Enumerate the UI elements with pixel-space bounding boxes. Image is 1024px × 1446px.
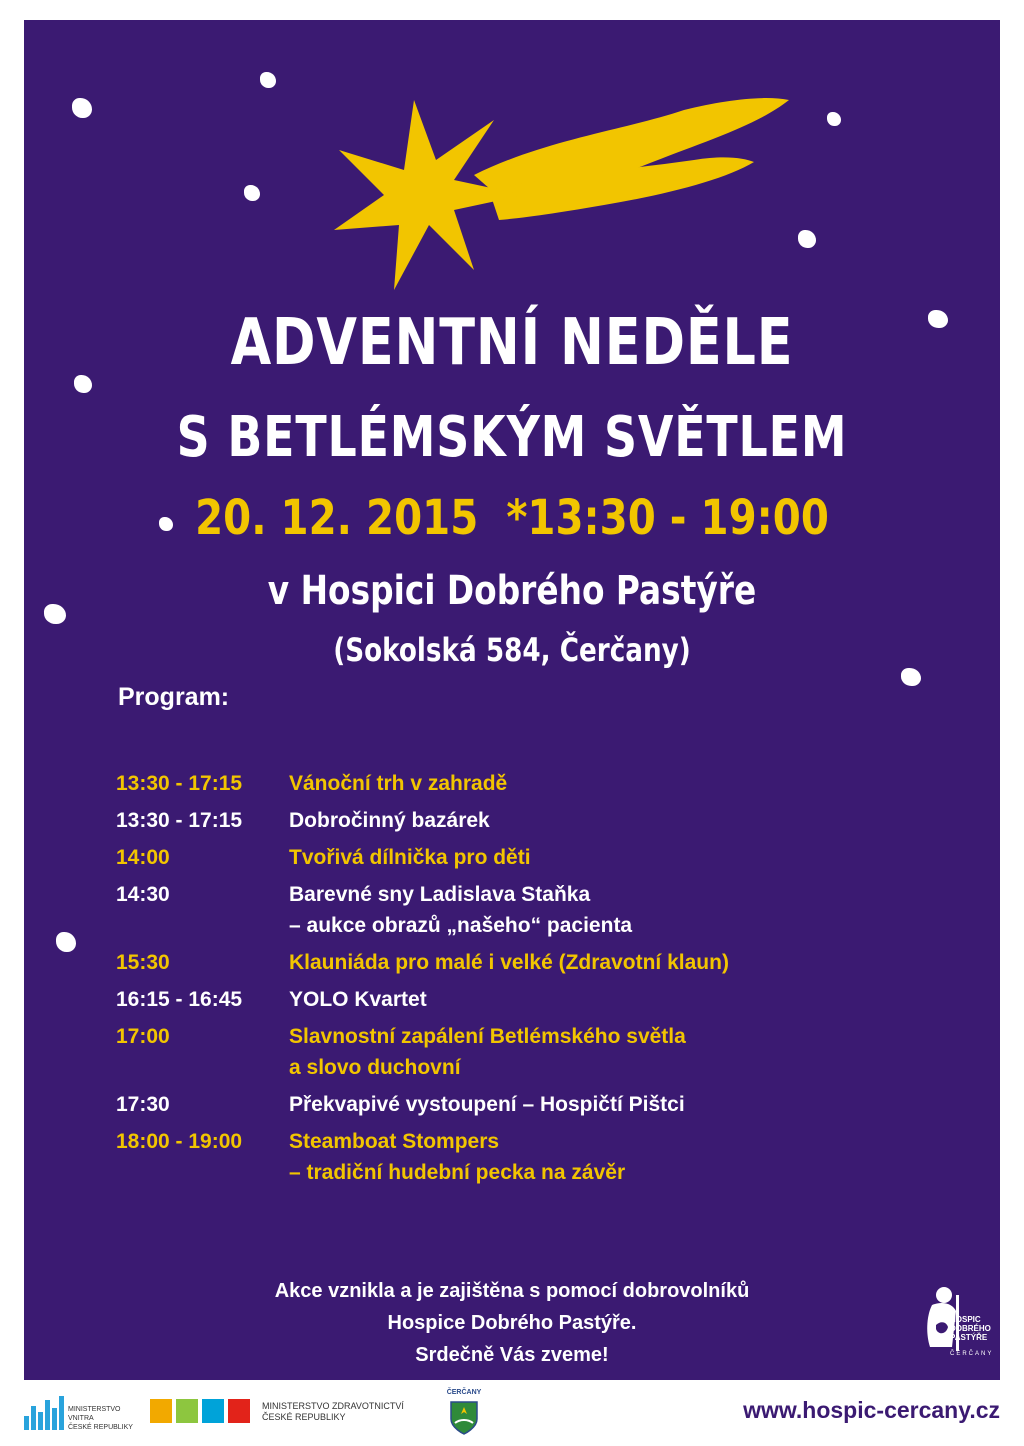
schedule-row <box>116 1126 916 1188</box>
schedule-row <box>116 842 916 873</box>
town-crest-logo <box>444 1389 484 1439</box>
schedule-row <box>116 947 916 978</box>
schedule-row <box>116 1021 916 1083</box>
logo-text-line: HOSPIC <box>950 1315 981 1324</box>
schedule-row <box>116 768 916 799</box>
schedule-line: Klauniáda pro malé i velké (Zdravotní klaun) <box>289 951 729 974</box>
program-schedule <box>116 768 916 1194</box>
footer-line: Akce vznikla a je zajištěna s pomocí dobrovolníků <box>274 1280 750 1302</box>
venue-address: (Sokolská 584, Čerčany) <box>333 631 691 669</box>
coat-of-arms-icon <box>450 1401 478 1435</box>
snowflake-icon <box>74 375 92 393</box>
schedule-line: Dobročinný bazárek <box>289 809 490 832</box>
schedule-line: a slovo duchovní <box>289 1056 461 1079</box>
footer-line: Hospice Dobrého Pastýře. <box>387 1312 637 1334</box>
schedule-time: 16:15 - 16:45 <box>116 988 243 1011</box>
snowflake-icon <box>44 604 66 624</box>
schedule-description <box>289 947 916 978</box>
schedule-line: Překvapivé vystoupení – Hospičtí Pištci <box>289 1093 685 1116</box>
schedule-time: 18:00 - 19:00 <box>116 1130 243 1153</box>
schedule-line: – aukce obrazů „našeho“ pacienta <box>289 914 633 937</box>
ministry-interior-text: MINISTERSTVO VNITRA ČESKÉ REPUBLIKY <box>68 1406 133 1431</box>
footer-line: Srdečně Vás zveme! <box>415 1344 609 1366</box>
schedule-line: Tvořivá dílnička pro děti <box>289 846 531 869</box>
snowflake-icon <box>72 98 92 118</box>
schedule-description <box>289 879 916 941</box>
snowflake-icon <box>244 185 260 201</box>
logo-text-line: PASTÝŘE <box>950 1333 988 1342</box>
shooting-star-icon <box>324 80 794 320</box>
event-date-time: 20. 12. 2015 *13:30 - 19:00 <box>195 490 829 546</box>
schedule-time: 13:30 - 17:15 <box>116 772 243 795</box>
schedule-description <box>289 768 916 799</box>
snowflake-icon <box>260 72 276 88</box>
sponsor-bar <box>0 1385 1024 1446</box>
schedule-line: YOLO Kvartet <box>289 988 427 1011</box>
title-line-2: S BETLÉMSKÝM SVĚTLEM <box>176 405 848 470</box>
snowflake-icon <box>901 668 921 686</box>
schedule-time: 15:30 <box>116 951 170 974</box>
schedule-row <box>116 984 916 1015</box>
ministry-health-icon <box>150 1397 252 1427</box>
town-name: ČERČANY <box>446 1389 482 1396</box>
schedule-description <box>289 1021 916 1083</box>
schedule-time: 17:00 <box>116 1025 170 1048</box>
schedule-description <box>289 805 916 836</box>
poster <box>24 20 1000 1380</box>
hospic-logo-text <box>950 1315 991 1342</box>
title-line-1: ADVENTNÍ NEDĚLE <box>230 306 794 380</box>
schedule-line: Vánoční trh v zahradě <box>289 772 508 795</box>
snowflake-icon <box>827 112 841 126</box>
schedule-description <box>289 842 916 873</box>
schedule-line: Steamboat Stompers <box>289 1130 500 1153</box>
schedule-line: Slavnostní zapálení Betlémského světla <box>289 1025 686 1048</box>
ministry-health-logo <box>150 1397 430 1427</box>
ministry-interior-icon <box>24 1396 64 1430</box>
snowflake-icon <box>798 230 816 248</box>
footer-invitation <box>24 1275 1000 1371</box>
schedule-line: Barevné sny Ladislava Staňka <box>289 883 591 906</box>
schedule-row <box>116 805 916 836</box>
schedule-row <box>116 1089 916 1120</box>
schedule-time: 17:30 <box>116 1093 170 1116</box>
schedule-description <box>289 984 916 1015</box>
schedule-description <box>289 1126 916 1188</box>
schedule-row <box>116 879 916 941</box>
snowflake-icon <box>56 932 76 952</box>
website-link[interactable]: www.hospic-cercany.cz <box>743 1397 1000 1423</box>
hospic-logo <box>922 1285 992 1367</box>
venue-name: v Hospici Dobrého Pastýře <box>267 568 757 614</box>
ministry-health-text: MINISTERSTVO ZDRAVOTNICTVÍ ČESKÉ REPUBLIKY <box>262 1401 404 1422</box>
ministry-interior-logo <box>24 1393 144 1433</box>
schedule-line: – tradiční hudební pecka na závěr <box>289 1161 626 1184</box>
snowflake-icon <box>928 310 948 328</box>
program-heading: Program: <box>118 683 230 711</box>
schedule-time: 13:30 - 17:15 <box>116 809 243 832</box>
schedule-time: 14:00 <box>116 846 170 869</box>
logo-text-line: DOBRÉHO <box>950 1324 991 1333</box>
schedule-description <box>289 1089 916 1120</box>
logo-caption: ČERČANY <box>950 1351 994 1357</box>
schedule-time: 14:30 <box>116 883 170 906</box>
